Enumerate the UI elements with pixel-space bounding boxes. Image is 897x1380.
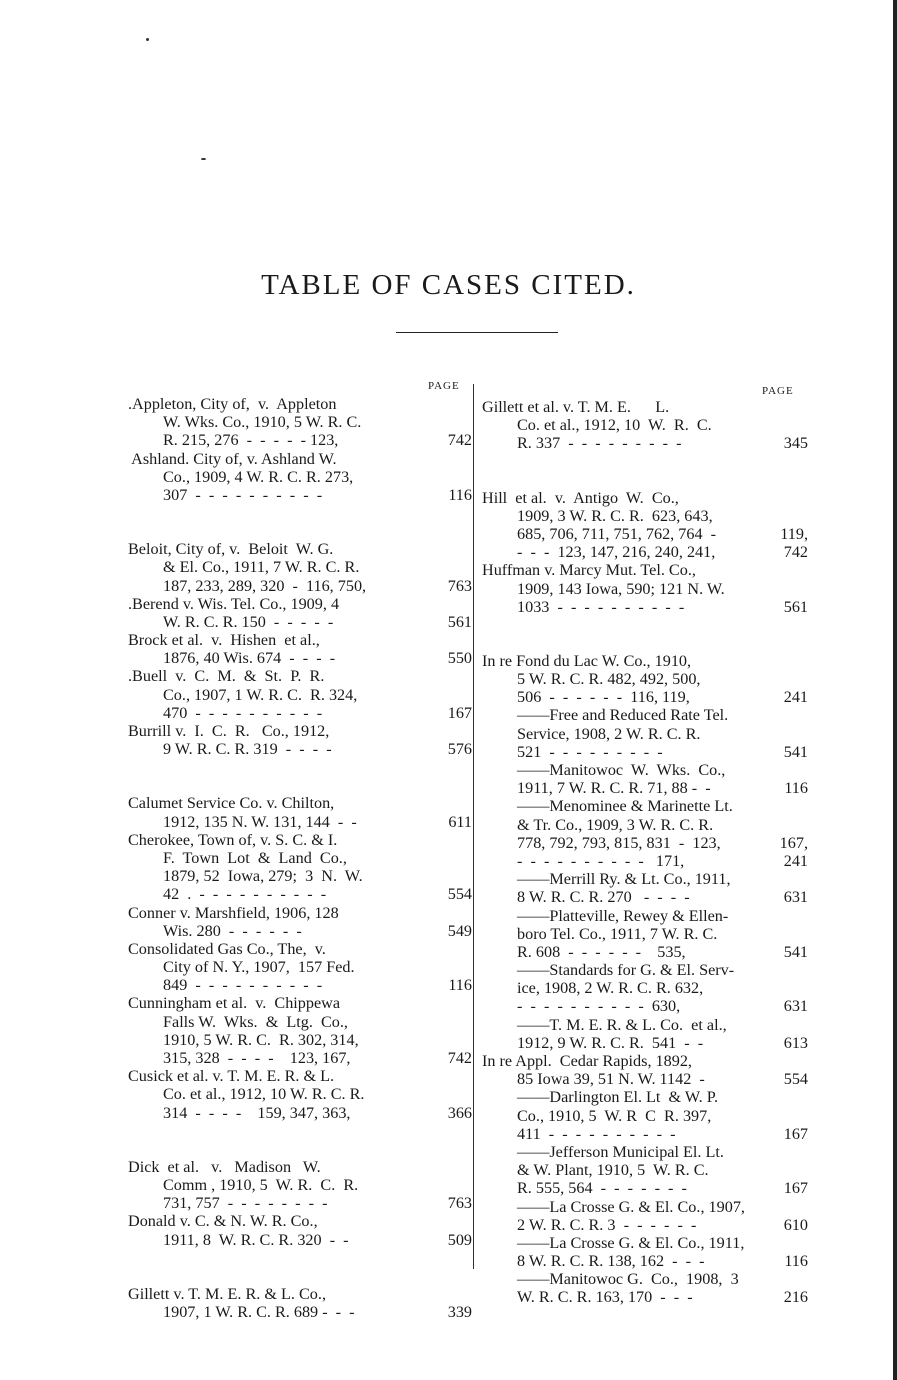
case-line bbox=[128, 922, 472, 940]
case-line bbox=[482, 688, 808, 706]
case-text: Dick et al. v. Madison W. bbox=[128, 1157, 321, 1176]
case-text: 1876, 40 Wis. 674 - - - - bbox=[163, 649, 336, 668]
case-text: ——T. M. E. R. & L. Co. et al., bbox=[517, 1015, 727, 1034]
case-text: Falls W. Wks. & Ltg. Co., bbox=[163, 1012, 348, 1031]
page-number: 631 bbox=[783, 888, 808, 907]
case-entry bbox=[128, 1212, 472, 1248]
page-number: 576 bbox=[447, 740, 472, 759]
case-entry bbox=[482, 1052, 808, 1088]
case-text: Gillett v. T. M. E. R. & L. Co., bbox=[128, 1284, 326, 1303]
case-entry bbox=[128, 667, 472, 722]
case-line bbox=[482, 979, 808, 997]
page-number: 116 bbox=[784, 779, 808, 798]
case-text: W. Wks. Co., 1910, 5 W. R. C. bbox=[163, 413, 362, 432]
case-text: 9 W. R. C. R. 319 - - - - bbox=[163, 740, 332, 759]
page-number: 561 bbox=[447, 612, 472, 631]
section-gap bbox=[128, 758, 472, 794]
case-line bbox=[482, 670, 808, 688]
case-line bbox=[482, 779, 808, 797]
case-entry bbox=[128, 994, 472, 1067]
case-text: 2 W. R. C. R. 3 - - - - - - bbox=[517, 1215, 697, 1234]
case-entry bbox=[128, 794, 472, 830]
case-line bbox=[482, 525, 808, 543]
case-line bbox=[482, 1016, 808, 1034]
case-line bbox=[128, 667, 472, 685]
case-text: Hill et al. v. Antigo W. Co., bbox=[482, 488, 679, 507]
case-entry bbox=[482, 907, 808, 962]
case-text: Beloit, City of, v. Beloit W. G. bbox=[128, 540, 334, 559]
case-line bbox=[482, 1125, 808, 1143]
case-line bbox=[482, 507, 808, 525]
case-text: Cusick et al. v. T. M. E. R. & L. bbox=[128, 1067, 335, 1086]
case-line bbox=[128, 613, 472, 631]
case-text: Wis. 280 - - - - - - bbox=[163, 921, 302, 940]
page-number: 610 bbox=[783, 1215, 808, 1234]
case-text: ——Manitowoc G. Co., 1908, 3 bbox=[517, 1270, 739, 1289]
case-line bbox=[482, 598, 808, 616]
case-line bbox=[128, 722, 472, 740]
case-text: Co., 1910, 5 W. R C R. 397, bbox=[517, 1106, 712, 1125]
case-text: - - - - - - - - - - 630, bbox=[517, 997, 681, 1016]
case-line bbox=[482, 761, 808, 779]
case-text: boro Tel. Co., 1911, 7 W. R. C. bbox=[517, 924, 718, 943]
case-line bbox=[128, 867, 472, 885]
case-entry bbox=[482, 489, 808, 562]
page-number: 763 bbox=[447, 576, 472, 595]
case-line bbox=[128, 1285, 472, 1303]
page-number: 763 bbox=[447, 1194, 472, 1213]
case-line bbox=[482, 834, 808, 852]
page-edge bbox=[893, 0, 897, 1380]
case-line bbox=[482, 580, 808, 598]
case-entry bbox=[128, 540, 472, 595]
case-entry bbox=[128, 395, 472, 450]
case-line bbox=[482, 743, 808, 761]
case-line bbox=[128, 1158, 472, 1176]
case-text: 187, 233, 289, 320 - 116, 750, bbox=[163, 576, 367, 595]
case-text: 1907, 1 W. R. C. R. 689 - - - bbox=[163, 1302, 355, 1321]
page-number: 509 bbox=[447, 1230, 472, 1249]
case-line bbox=[482, 870, 808, 888]
left-column bbox=[128, 395, 472, 1321]
case-line bbox=[482, 1161, 808, 1179]
case-entry bbox=[128, 940, 472, 995]
case-text: 8 W. R. C. R. 138, 162 - - - bbox=[517, 1252, 705, 1271]
case-text: 5 W. R. C. R. 482, 492, 500, bbox=[517, 670, 701, 689]
case-line bbox=[128, 1013, 472, 1031]
page-number: 339 bbox=[447, 1302, 472, 1321]
case-line bbox=[128, 1085, 472, 1103]
case-line bbox=[482, 398, 808, 416]
page-number: 116 bbox=[448, 485, 472, 504]
case-line bbox=[128, 740, 472, 758]
case-line bbox=[482, 943, 808, 961]
page-number: 550 bbox=[447, 649, 472, 668]
case-entry bbox=[482, 561, 808, 616]
case-text: Burrill v. I. C. R. Co., 1912, bbox=[128, 722, 330, 740]
case-text: W. R. C. R. 150 - - - - - bbox=[163, 612, 334, 631]
case-line bbox=[482, 961, 808, 979]
case-line bbox=[482, 1052, 808, 1070]
case-text: Brock et al. v. Hishen et al., bbox=[128, 631, 320, 650]
case-line bbox=[482, 725, 808, 743]
case-text: 731, 757 - - - - - - - - bbox=[163, 1194, 328, 1213]
case-text: ——Manitowoc W. Wks. Co., bbox=[517, 761, 726, 779]
case-line bbox=[482, 1198, 808, 1216]
case-text: ——La Crosse G. & El. Co., 1907, bbox=[517, 1197, 745, 1216]
page-number: 554 bbox=[447, 885, 472, 904]
section-gap bbox=[128, 1122, 472, 1158]
case-line bbox=[128, 413, 472, 431]
case-text: Conner v. Marshfield, 1906, 128 bbox=[128, 903, 339, 922]
case-line bbox=[482, 925, 808, 943]
case-text: 1911, 8 W. R. C. R. 320 - - bbox=[163, 1230, 349, 1249]
case-line bbox=[128, 976, 472, 994]
case-text: 685, 706, 711, 751, 762, 764 - bbox=[517, 524, 717, 543]
case-text: R. 215, 276 - - - - - 123, bbox=[163, 431, 339, 450]
case-line bbox=[482, 1088, 808, 1106]
case-text: Co., 1909, 4 W. R. C. R. 273, bbox=[163, 467, 354, 486]
case-line bbox=[482, 652, 808, 670]
case-line bbox=[128, 686, 472, 704]
case-line bbox=[128, 577, 472, 595]
case-text: W. R. C. R. 163, 170 - - - bbox=[517, 1288, 693, 1307]
case-text: ——La Crosse G. & El. Co., 1911, bbox=[517, 1233, 745, 1252]
case-entry bbox=[482, 1016, 808, 1052]
case-line bbox=[482, 1179, 808, 1197]
case-text: 849 - - - - - - - - - - bbox=[163, 976, 323, 995]
case-text: ——Menominee & Marinette Lt. bbox=[517, 797, 733, 816]
case-text: Cunningham et al. v. Chippewa bbox=[128, 994, 341, 1013]
case-line bbox=[482, 1288, 808, 1306]
case-text: 8 W. R. C. R. 270 - - - - bbox=[517, 888, 690, 907]
case-line bbox=[482, 1234, 808, 1252]
case-line bbox=[128, 649, 472, 667]
title-rule bbox=[396, 332, 558, 333]
case-text: Gillett et al. v. T. M. E. L. bbox=[482, 398, 670, 416]
column-divider bbox=[473, 384, 474, 1269]
page-number: 116 bbox=[448, 976, 472, 995]
case-entry bbox=[128, 1067, 472, 1122]
case-line bbox=[482, 997, 808, 1015]
case-text: ——Darlington El. Lt & W. P. bbox=[517, 1088, 718, 1107]
page-number: 742 bbox=[447, 1049, 472, 1067]
case-entry bbox=[128, 831, 472, 904]
page-label-left: PAGE bbox=[428, 380, 460, 392]
case-text: 1910, 5 W. R. C. R. 302, 314, bbox=[163, 1030, 359, 1049]
page-number: 613 bbox=[783, 1033, 808, 1052]
case-line bbox=[128, 468, 472, 486]
case-line bbox=[128, 994, 472, 1012]
case-text: ——Merrill Ry. & Lt. Co., 1911, bbox=[517, 870, 731, 889]
case-text: R. 608 - - - - - - 535, bbox=[517, 942, 686, 961]
page-number: 241 bbox=[783, 851, 808, 870]
case-text: & W. Plant, 1910, 5 W. R. C. bbox=[517, 1161, 709, 1180]
case-line bbox=[128, 958, 472, 976]
case-entry bbox=[482, 761, 808, 797]
case-entry bbox=[482, 1234, 808, 1270]
case-entry bbox=[482, 797, 808, 870]
page-number: 116 bbox=[784, 1252, 808, 1271]
case-line bbox=[128, 885, 472, 903]
case-text: 1033 - - - - - - - - - - bbox=[517, 597, 685, 616]
case-line bbox=[128, 486, 472, 504]
case-entry bbox=[482, 1198, 808, 1234]
case-text: ——Jefferson Municipal El. Lt. bbox=[517, 1142, 724, 1161]
case-text: Co. et al., 1912, 10 W. R. C. R. bbox=[163, 1085, 365, 1104]
case-text: Co. et al., 1912, 10 W. R. C. bbox=[517, 416, 712, 435]
case-line bbox=[128, 1212, 472, 1230]
case-line bbox=[482, 907, 808, 925]
right-column bbox=[482, 398, 808, 1307]
page-number: 631 bbox=[783, 997, 808, 1016]
case-text: In re Fond du Lac W. Co., 1910, bbox=[482, 651, 692, 670]
case-line bbox=[482, 416, 808, 434]
page-number: 541 bbox=[783, 942, 808, 961]
page-number: 549 bbox=[447, 921, 472, 940]
case-line bbox=[482, 1270, 808, 1288]
case-text: ——Free and Reduced Rate Tel. bbox=[517, 706, 729, 725]
case-line bbox=[482, 1070, 808, 1088]
case-line bbox=[482, 797, 808, 815]
page-number: 742 bbox=[447, 431, 472, 450]
case-text: Huffman v. Marcy Mut. Tel. Co., bbox=[482, 561, 696, 580]
section-gap bbox=[128, 504, 472, 540]
page-number: 241 bbox=[783, 688, 808, 707]
case-line bbox=[482, 706, 808, 724]
case-line bbox=[128, 704, 472, 722]
case-line bbox=[128, 1194, 472, 1212]
case-text: R. 555, 564 - - - - - - - bbox=[517, 1179, 687, 1198]
page-number: 167 bbox=[447, 703, 472, 722]
case-text: .Appleton, City of, v. Appleton bbox=[128, 395, 337, 413]
case-line bbox=[482, 1252, 808, 1270]
case-line bbox=[482, 434, 808, 452]
page-number: 611 bbox=[448, 812, 472, 831]
case-entry bbox=[482, 1270, 808, 1306]
case-text: 1912, 9 W. R. C. R. 541 - - bbox=[517, 1033, 704, 1052]
case-text: 307 - - - - - - - - - - bbox=[163, 485, 323, 504]
case-entry bbox=[482, 870, 808, 906]
stray-mark bbox=[146, 38, 149, 41]
case-text: - - - - - - - - - - 171, bbox=[517, 851, 685, 870]
case-line bbox=[128, 450, 472, 468]
case-line bbox=[482, 1143, 808, 1161]
case-line bbox=[482, 489, 808, 507]
case-line bbox=[482, 888, 808, 906]
case-entry bbox=[482, 398, 808, 453]
case-line bbox=[128, 849, 472, 867]
case-text: - - - 123, 147, 216, 240, 241, bbox=[517, 543, 716, 562]
case-entry bbox=[128, 631, 472, 667]
case-entry bbox=[482, 961, 808, 1016]
case-text: 1879, 52 Iowa, 279; 3 N. W. bbox=[163, 867, 363, 886]
stray-mark bbox=[201, 158, 206, 160]
case-line bbox=[482, 816, 808, 834]
case-line bbox=[128, 1176, 472, 1194]
case-text: Donald v. C. & N. W. R. Co., bbox=[128, 1212, 318, 1231]
case-line bbox=[128, 595, 472, 613]
case-line bbox=[128, 904, 472, 922]
case-line bbox=[128, 1031, 472, 1049]
case-text: 42 . - - - - - - - - - - bbox=[163, 885, 327, 904]
case-entry bbox=[128, 595, 472, 631]
section-gap bbox=[482, 453, 808, 489]
case-line bbox=[128, 1049, 472, 1067]
page-number: 345 bbox=[783, 434, 808, 453]
page-number: 561 bbox=[783, 597, 808, 616]
case-entry bbox=[128, 904, 472, 940]
section-gap bbox=[482, 616, 808, 652]
case-line bbox=[128, 1303, 472, 1321]
case-line bbox=[128, 831, 472, 849]
case-text: 521 - - - - - - - - - bbox=[517, 742, 663, 761]
case-text: ——Standards for G. & El. Serv- bbox=[517, 961, 735, 980]
case-text: 314 - - - - 159, 347, 363, bbox=[163, 1103, 351, 1122]
case-line bbox=[128, 1067, 472, 1085]
case-line bbox=[128, 395, 472, 413]
case-entry bbox=[482, 1143, 808, 1198]
case-text: Co., 1907, 1 W. R. C. R. 324, bbox=[163, 685, 358, 704]
case-text: & Tr. Co., 1909, 3 W. R. C. R. bbox=[517, 815, 714, 834]
case-text: .Buell v. C. M. & St. P. R. bbox=[128, 667, 325, 686]
case-text: 411 - - - - - - - - - - bbox=[517, 1124, 676, 1143]
section-gap bbox=[128, 1249, 472, 1285]
case-text: 1909, 3 W. R. C. R. 623, 643, bbox=[517, 506, 713, 525]
case-text: ——Platteville, Rewey & Ellen- bbox=[517, 906, 729, 925]
case-line bbox=[128, 431, 472, 449]
case-text: 315, 328 - - - - 123, 167, bbox=[163, 1049, 351, 1067]
page-number: 119, bbox=[780, 524, 808, 543]
case-text: .Berend v. Wis. Tel. Co., 1909, 4 bbox=[128, 594, 340, 613]
case-text: Comm , 1910, 5 W. R. C. R. bbox=[163, 1175, 359, 1194]
case-text: R. 337 - - - - - - - - - bbox=[517, 434, 682, 453]
case-line bbox=[482, 543, 808, 561]
case-line bbox=[482, 1216, 808, 1234]
case-entry bbox=[128, 1158, 472, 1213]
case-text: 778, 792, 793, 815, 831 - 123, bbox=[517, 833, 721, 852]
case-text: ice, 1908, 2 W. R. C. R. 632, bbox=[517, 979, 704, 998]
case-text: 1911, 7 W. R. C. R. 71, 88 - - bbox=[517, 779, 711, 798]
case-line bbox=[128, 558, 472, 576]
case-text: In re Appl. Cedar Rapids, 1892, bbox=[482, 1052, 692, 1070]
page-number: 366 bbox=[447, 1103, 472, 1122]
page-number: 167, bbox=[779, 833, 808, 852]
page-title: TABLE OF CASES CITED. bbox=[261, 269, 636, 302]
case-text: Ashland. City of, v. Ashland W. bbox=[128, 449, 337, 468]
case-line bbox=[128, 540, 472, 558]
case-text: Service, 1908, 2 W. R. C. R. bbox=[517, 724, 701, 743]
case-line bbox=[128, 1104, 472, 1122]
case-line bbox=[128, 794, 472, 812]
case-text: 1909, 143 Iowa, 590; 121 N. W. bbox=[517, 579, 725, 598]
page-number: 554 bbox=[783, 1070, 808, 1089]
page-number: 742 bbox=[783, 543, 808, 562]
case-line bbox=[128, 813, 472, 831]
case-entry bbox=[482, 652, 808, 707]
case-line bbox=[482, 561, 808, 579]
case-entry bbox=[482, 706, 808, 761]
case-line bbox=[128, 631, 472, 649]
case-text: F. Town Lot & Land Co., bbox=[163, 848, 347, 867]
page-label-right: PAGE bbox=[762, 385, 794, 397]
case-text: Consolidated Gas Co., The, v. bbox=[128, 939, 326, 958]
case-line bbox=[482, 1107, 808, 1125]
case-line bbox=[128, 940, 472, 958]
page-number: 167 bbox=[783, 1179, 808, 1198]
case-text: Cherokee, Town of, v. S. C. & I. bbox=[128, 830, 338, 849]
case-text: 85 Iowa 39, 51 N. W. 1142 - bbox=[517, 1070, 705, 1089]
case-text: 1912, 135 N. W. 131, 144 - - bbox=[163, 812, 357, 831]
page-number: 216 bbox=[783, 1288, 808, 1307]
case-entry bbox=[482, 1088, 808, 1143]
case-text: Calumet Service Co. v. Chilton, bbox=[128, 794, 335, 813]
case-text: & El. Co., 1911, 7 W. R. C. R. bbox=[163, 558, 360, 577]
page-number: 541 bbox=[783, 742, 808, 761]
case-text: 470 - - - - - - - - - - bbox=[163, 703, 323, 722]
case-entry bbox=[128, 450, 472, 505]
page-number: 167 bbox=[783, 1124, 808, 1143]
case-text: 506 - - - - - - 116, 119, bbox=[517, 688, 690, 707]
case-line bbox=[128, 1231, 472, 1249]
case-entry bbox=[128, 722, 472, 758]
case-text: City of N. Y., 1907, 157 Fed. bbox=[163, 958, 355, 977]
case-entry bbox=[128, 1285, 472, 1321]
case-line bbox=[482, 852, 808, 870]
case-line bbox=[482, 1034, 808, 1052]
